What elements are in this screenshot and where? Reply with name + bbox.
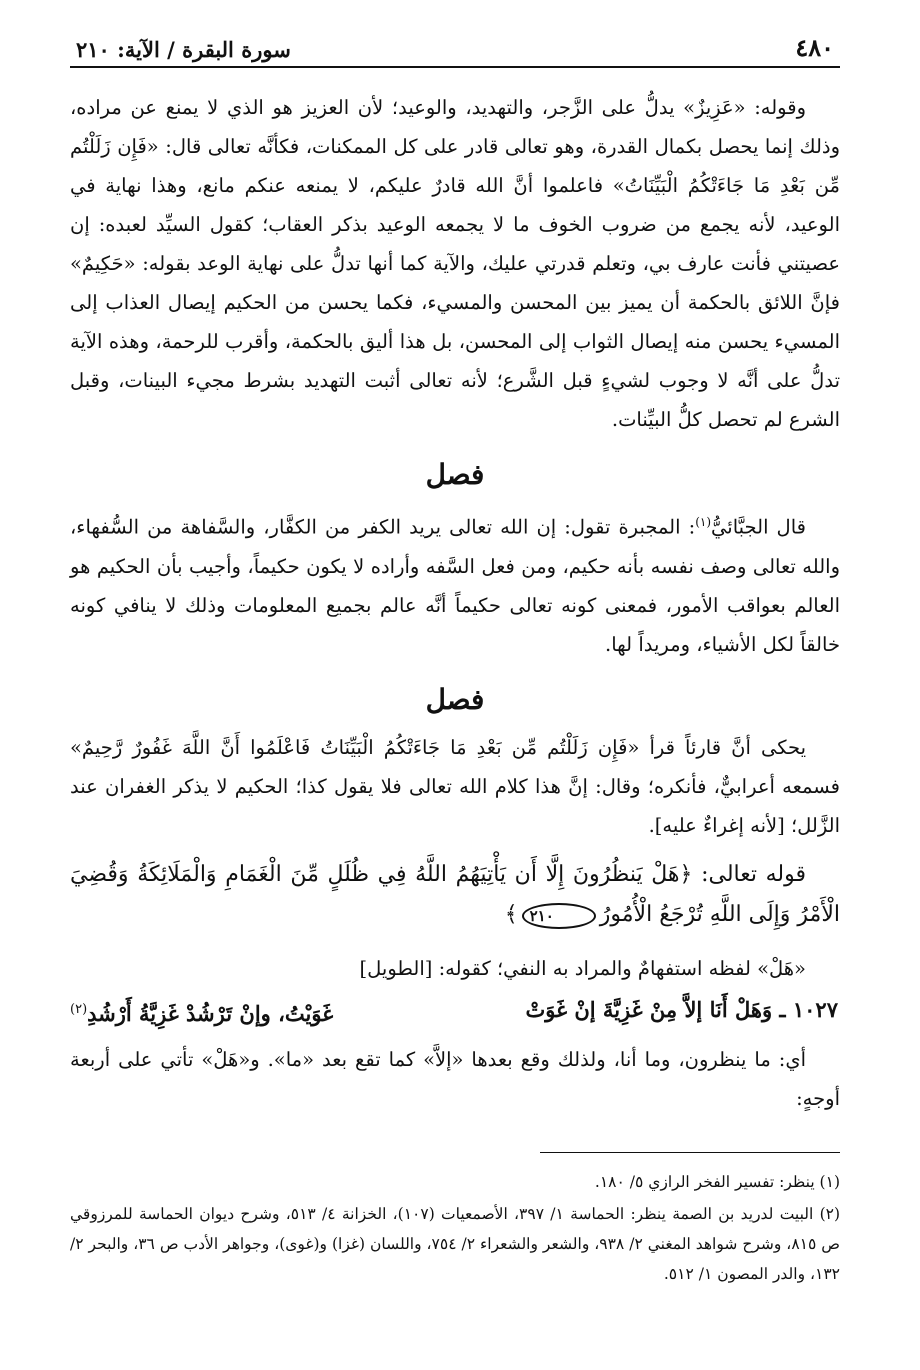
ayah-number-marker: ٢١٠ [522,903,596,929]
surah-title: سورة البقرة / الآية: ٢١٠ [76,37,291,62]
poem-line [70,990,840,1034]
poem-first-half [525,990,838,1034]
poem-number: ١٠٢٧ ـ [779,996,838,1022]
jubbai-lead: قال الجبَّائيُّ [711,515,806,539]
footnote-1: (١) ينظر: تفسير الفخر الرازي ٥/ ١٨٠. [594,1172,840,1191]
jubbai-text: : المجبرة تقول: إن الله تعالى يريد الكفر من الكفَّار، والسَّفاهة من السُّفهاء، والله تعالى وصف نفسه بأنه حكيم، ومن فعل السَّفه وأراده لا يكون حكيماً، وأجيب بأن الحكيم هو العالم بعواقب الأمور، فمعنى كونه تعالى حكيماً أنَّه عالم بجميع المعلومات وذلك لا ينافي كونه خالقاً لكل الأشياء، ومريداً لها. [70,515,840,656]
footnote-divider [540,1152,840,1153]
main-text [70,88,840,1118]
poem-second-half [70,990,333,1034]
paragraph-jubbai [70,503,840,664]
book-page [70,28,840,1291]
footnotes [70,1167,840,1289]
footnote-ref-1: (١) [695,515,712,529]
paragraph-bedouin: يحكى أنَّ قارئاً قرأ «فَإِن زَلَلْتُم مِّن بَعْدِ مَا جَاءَتْكُمُ الْبَيِّنَاتُ فَاعْلَمُوا أَنَّ اللَّهَ غَفُورٌ رَّحِيمٌ» فسمعه أعرابيٌّ، فأنكره؛ وقال: إنَّ هذا كلام الله تعالى فلا يقول كذا؛ الحكيم لا يذكر الغفران عند الزَّلل؛ [لأنه إغراءٌ عليه]. [70,735,840,837]
paragraph-closing: أي: ما ينظرون، وما أنا، ولذلك وقع بعدها «إلاَّ» كما تقع بعد «ما». و«هَلْ» تأتي على أربعة أوجهٍ: [70,1047,840,1110]
section-title-1: فصل [425,458,485,491]
poem-second-hemistich: غَوَيْتُ، وإنْ تَرْشُدْ غَزِيَّةُ أَرْشُدِ [87,1000,334,1026]
section-title-2: فصل [425,682,485,716]
page-header [70,28,840,68]
quran-verse [70,855,840,935]
page-number: ٤٨٠ [795,33,834,62]
verse-text: ﴿هَلْ يَنظُرُونَ إِلَّا أَن يَأْتِيَهُمُ اللَّهُ فِي ظُلَلٍ مِّنَ الْغَمَامِ وَالْمَلَائِكَةُ وَقُضِيَ الْأَمْرُ وَإِلَى اللَّهِ تُرْجَعُ الْأُمُورُ [70,861,840,927]
poem-first-hemistich: وَهَلْ أَنَا إلاَّ مِنْ غَزِيَّةَ إنْ غَوَتْ [525,996,773,1022]
verse-close: ﴾ [504,901,518,927]
paragraph-hal: «هَلْ» لفظه استفهامٌ والمراد به النفي؛ كقوله: [الطويل] [359,956,806,980]
footnote-2: (٢) البيت لدريد بن الصمة ينظر: الحماسة ١/ ٣٩٧، الأصمعيات (١٠٧)، الخزانة ٤/ ٥١٣، وشرح ديوان الحماسة للمرزوقي ص ٨١٥، وشرح شواهد المغني ٢/ ٩٣٨، والشعر والشعراء ٢/ ٧٥٤، واللسان (غزا) و(غوى)، وجواهر الأدب ص ٣٦، والبحر ٢/ ١٣٢، والدر المصون ١/ ٥١٢. [70,1204,841,1283]
verse-intro: قوله تعالى: [692,861,806,887]
footnote-ref-2: (٢) [70,1001,88,1017]
paragraph-intro: وقوله: «عَزِيزٌ» يدلُّ على الزَّجر، والتهديد، والوعيد؛ لأن العزيز هو الذي لا يمنع عن مراده، وذلك إنما يحصل بكمال القدرة، وهو تعالى قادر على كل الممكنات، فكأنَّه تعالى قال: «فَإِن زَلَلْتُم مِّن بَعْدِ مَا جَاءَتْكُمُ الْبَيِّنَاتُ» فاعلموا أنَّ الله قادرٌ عليكم، لا يمنعه عنكم مانع، وهذا نهاية في الوعيد، لأنه يجمع من ضروب الخوف ما لا يجمعه الوعيد بذكر العقاب؛ كقول السيِّد لعبده: إن عصيتني فأنت عارف بي، وتعلم قدرتي عليك، والآية كما أنها تدلُّ على نهاية الوعد بقوله: «حَكِيمٌ» فإنَّ اللائق بالحكمة أن يميز بين المحسن والمسيء، فكما يحسن من الحكيم إيصال العذاب إلى المسيء يحسن منه إيصال الثواب إلى المحسن، بل هذا أليق بالحكمة، وأقرب للرحمة، وهذه الآية تدلُّ على أنَّه لا وجوب لشيءٍ قبل الشَّرع؛ لأنه تعالى أثبت التهديد بشرط مجيء البينات، وقبل الشرع لم تحصل كلُّ البيِّنات. [70,96,840,431]
